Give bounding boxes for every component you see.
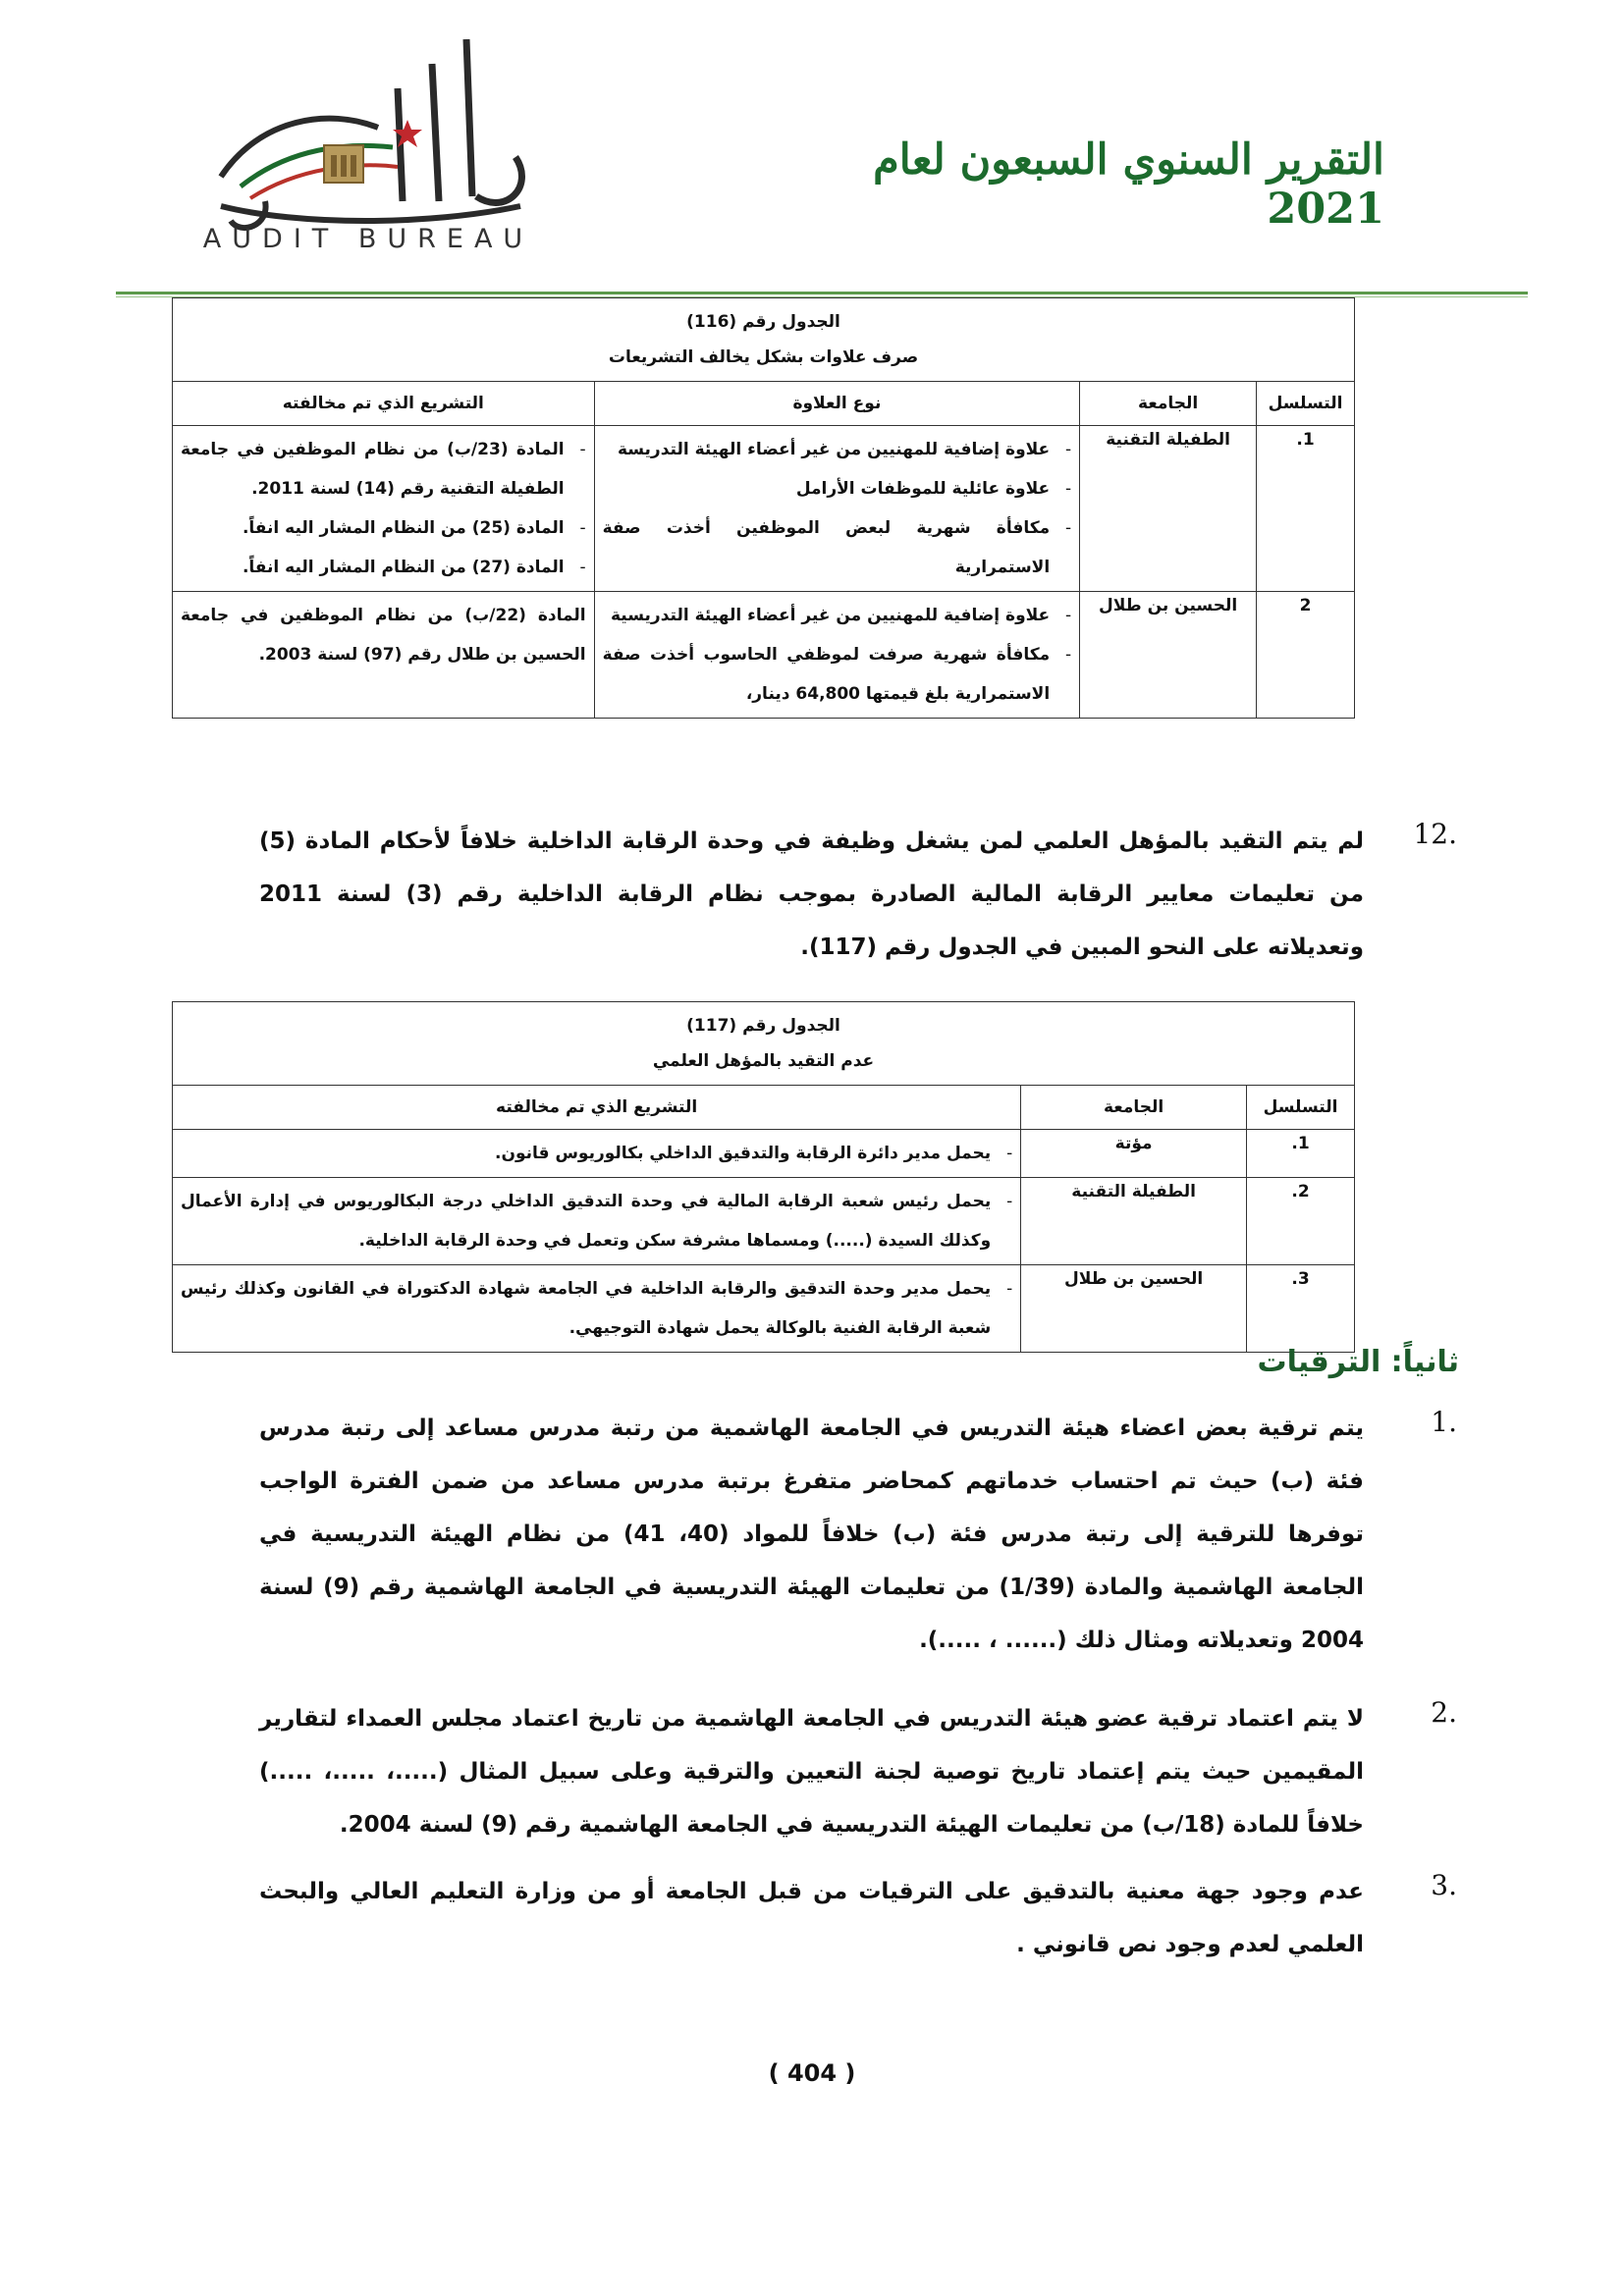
column-header: الجامعة — [1080, 382, 1257, 426]
table-row — [173, 592, 1355, 719]
column-header: نوع العلاوة — [594, 382, 1080, 426]
paragraph-number: .1 — [1431, 1406, 1457, 1438]
column-header: الجامعة — [1021, 1086, 1247, 1130]
row-seq: 1. — [1247, 1130, 1355, 1178]
row-text — [173, 1265, 1021, 1353]
table-row — [173, 1178, 1355, 1265]
row-text — [173, 1130, 1021, 1178]
list-item: - المادة (27) من النظام المشار اليه انفاً. — [181, 548, 586, 587]
row-allowances — [594, 426, 1080, 592]
section-title: ثانياً: الترقيات — [1257, 1345, 1459, 1379]
list-item: - علاوة إضافية للمهنيين من غير أعضاء الهيئة التدريسية — [603, 596, 1072, 635]
row-seq: 2. — [1247, 1178, 1355, 1265]
row-university: الحسين بن طلال — [1080, 592, 1257, 719]
list-item: - يحمل رئيس شعبة الرقابة المالية في وحدة التدقيق الداخلي درجة البكالوريوس في إدارة الأعمال وكذلك السيدة (.....) ومسماها مشرفة سكن وتعمل في وحدة الرقابة الداخلية. — [181, 1182, 1012, 1260]
table-117 — [172, 1001, 1355, 1353]
table-117-caption — [173, 1002, 1355, 1086]
list-item: - يحمل مدير دائرة الرقابة والتدقيق الداخلي بكالوريوس قانون. — [181, 1134, 1012, 1173]
table-116-number: الجدول رقم (116) — [686, 312, 840, 332]
table-117-title: عدم التقيد بالمؤهل العلمي — [652, 1051, 875, 1071]
promotions-item-2: لا يتم اعتماد ترقية عضو هيئة التدريس في الجامعة الهاشمية من تاريخ اعتماد مجلس العمداء لتقارير المقيمين حيث يتم إعتماد تاريخ توصية لجنة التعيين والترقية وعلى سبيل المثال (.....، .....، .....) خلافاً للمادة (18/ب) من تعليمات الهيئة التدريسية في الجامعة الهاشمية رقم (9) لسنة 2004. — [259, 1706, 1364, 1838]
list-item: - علاوة إضافية للمهنيين من غير أعضاء الهيئة التدريسة — [603, 430, 1072, 469]
row-seq: 1. — [1257, 426, 1355, 592]
list-item: - علاوة عائلية للموظفات الأرامل — [603, 469, 1072, 508]
page-number: ( 404 ) — [768, 2059, 856, 2087]
page-header — [0, 0, 1624, 294]
report-title: التقرير السنوي السبعون لعام 2021 — [873, 135, 1384, 234]
list-item: - يحمل مدير وحدة التدقيق والرقابة الداخلية في الجامعة شهادة الدكتوراة في القانون وكذلك رئيس شعبة الرقابة الفنية بالوكالة يحمل شهادة التوجيهي. — [181, 1269, 1012, 1348]
paragraph-number: .3 — [1431, 1869, 1457, 1901]
list-item: - المادة (25) من النظام المشار اليه انفاً. — [181, 508, 586, 548]
row-allowances — [594, 592, 1080, 719]
row-legislation — [173, 426, 595, 592]
table-116-caption — [173, 298, 1355, 382]
column-header: التسلسل — [1247, 1086, 1355, 1130]
table-row — [173, 1265, 1355, 1353]
list-item: - مكافأة شهرية لبعض الموظفين أخذت صفة الاستمرارية — [603, 508, 1072, 587]
row-text — [173, 1178, 1021, 1265]
row-university: الطفيلة التقنية — [1021, 1178, 1247, 1265]
row-university: الطفيلة التقنية — [1080, 426, 1257, 592]
logo-caption: AUDIT BUREAU — [202, 224, 534, 254]
list-item: - المادة (23/ب) من نظام الموظفين في جامعة الطفيلة التقنية رقم (14) لسنة 2011. — [181, 430, 586, 508]
table-row — [173, 1130, 1355, 1178]
table-116 — [172, 297, 1355, 719]
row-university: مؤتة — [1021, 1130, 1247, 1178]
promotions-item-1: يتم ترقية بعض اعضاء هيئة التدريس في الجامعة الهاشمية من رتبة مدرس مساعد إلى رتبة مدرس فئة (ب) حيث تم احتساب خدماتهم كمحاضر متفرغ برتبة مدرس مساعد من ضمن الفترة الواجب توفرها للترقية إلى رتبة مدرس فئة (ب) خلافاً للمواد (40، 41) من نظام الهيئة التدريسية في الجامعة الهاشمية والمادة (1/39) من تعليمات الهيئة التدريسية في الجامعة الهاشمية رقم (9) لسنة 2004 وتعديلاته ومثال ذلك (...... ، .....). — [259, 1415, 1365, 1653]
column-header: التشريع الذي تم مخالفته — [173, 1086, 1021, 1130]
paragraph-12: لم يتم التقيد بالمؤهل العلمي لمن يشغل وظيفة في وحدة الرقابة الداخلية خلافاً لأحكام المادة (5) من تعليمات معايير الرقابة المالية الصادرة بموجب نظام الرقابة الداخلية رقم (3) لسنة 2011 وتعديلاته على النحو المبين في الجدول رقم (117). — [259, 828, 1364, 960]
column-header: التسلسل — [1257, 382, 1355, 426]
header-divider — [116, 292, 1528, 294]
paragraph-number: .2 — [1431, 1696, 1457, 1729]
table-117-number: الجدول رقم (117) — [686, 1016, 840, 1036]
paragraph-number: .12 — [1413, 818, 1457, 850]
table-116-title: صرف علاوات بشكل يخالف التشريعات — [608, 347, 919, 367]
list-item: - مكافأة شهرية صرفت لموظفي الحاسوب أخذت صفة الاستمرارية بلغ قيمتها 64,800 دينار، — [603, 635, 1072, 714]
table-row — [173, 426, 1355, 592]
promotions-item-3: عدم وجود جهة معنية بالتدقيق على الترقيات من قبل الجامعة أو من وزارة التعليم العالي والبحث العلمي لعدم وجود نص قانوني . — [259, 1879, 1364, 1957]
row-seq: 2 — [1257, 592, 1355, 719]
column-header: التشريع الذي تم مخالفته — [173, 382, 595, 426]
row-university: الحسين بن طلال — [1021, 1265, 1247, 1353]
row-legislation: المادة (22/ب) من نظام الموظفين في جامعة الحسين بن طلال رقم (97) لسنة 2003. — [173, 592, 595, 719]
row-seq: 3. — [1247, 1265, 1355, 1353]
